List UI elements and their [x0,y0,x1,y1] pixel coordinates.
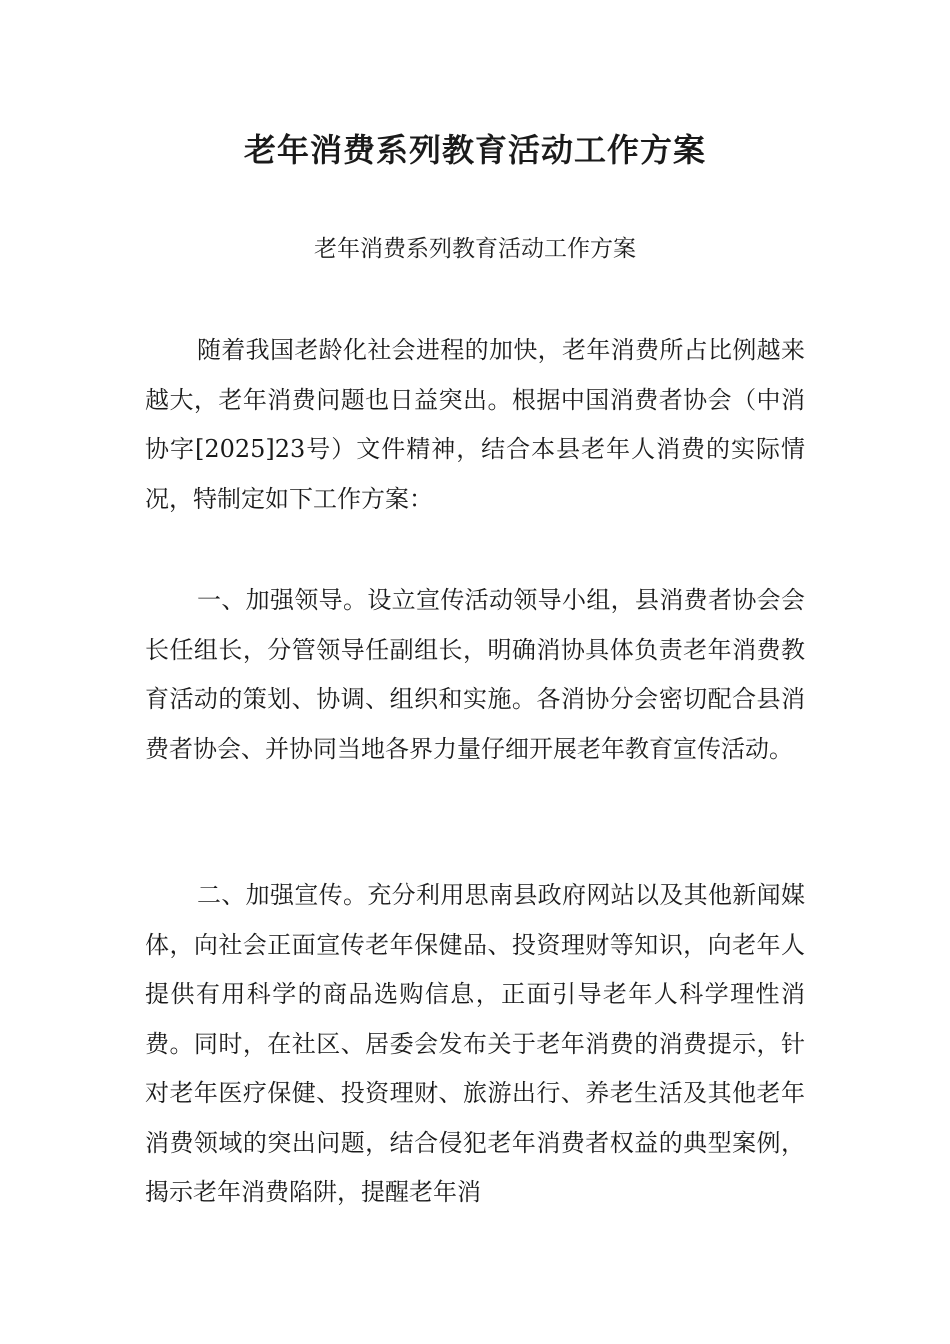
paragraph-publicity: 二、加强宣传。充分利用思南县政府网站以及其他新闻媒体，向社会正面宣传老年保健品、投资理财等知识，向老年人提供有用科学的商品选购信息，正面引导老年人科学理性消费。同时，在社区、居委会发布关于老年消费的消费提示，针对老年医疗保健、投资理财、旅游出行、养老生活及其他老年消费领域的突出问题，结合侵犯老年消费者权益的典型案例，揭示老年消费陷阱，提醒老年消 [145,881,805,1206]
paragraph-intro: 随着我国老龄化社会进程的加快，老年消费所占比例越来越大，老年消费问题也日益突出。根据中国消费者协会（中消协字[2025]23号）文件精神，结合本县老年人消费的实际情况，特制定如下工作方案： [145,336,805,513]
document-subtitle: 老年消费系列教育活动工作方案 [314,236,636,262]
paragraph-leadership: 一、加强领导。设立宣传活动领导小组，县消费者协会会长任组长，分管领导任副组长，明确消协具体负责老年消费教育活动的策划、协调、组织和实施。各消协分会密切配合县消费者协会、并协同当地各界力量仔细开展老年教育宣传活动。 [145,586,805,763]
document-title: 老年消费系列教育活动工作方案 [243,131,706,169]
